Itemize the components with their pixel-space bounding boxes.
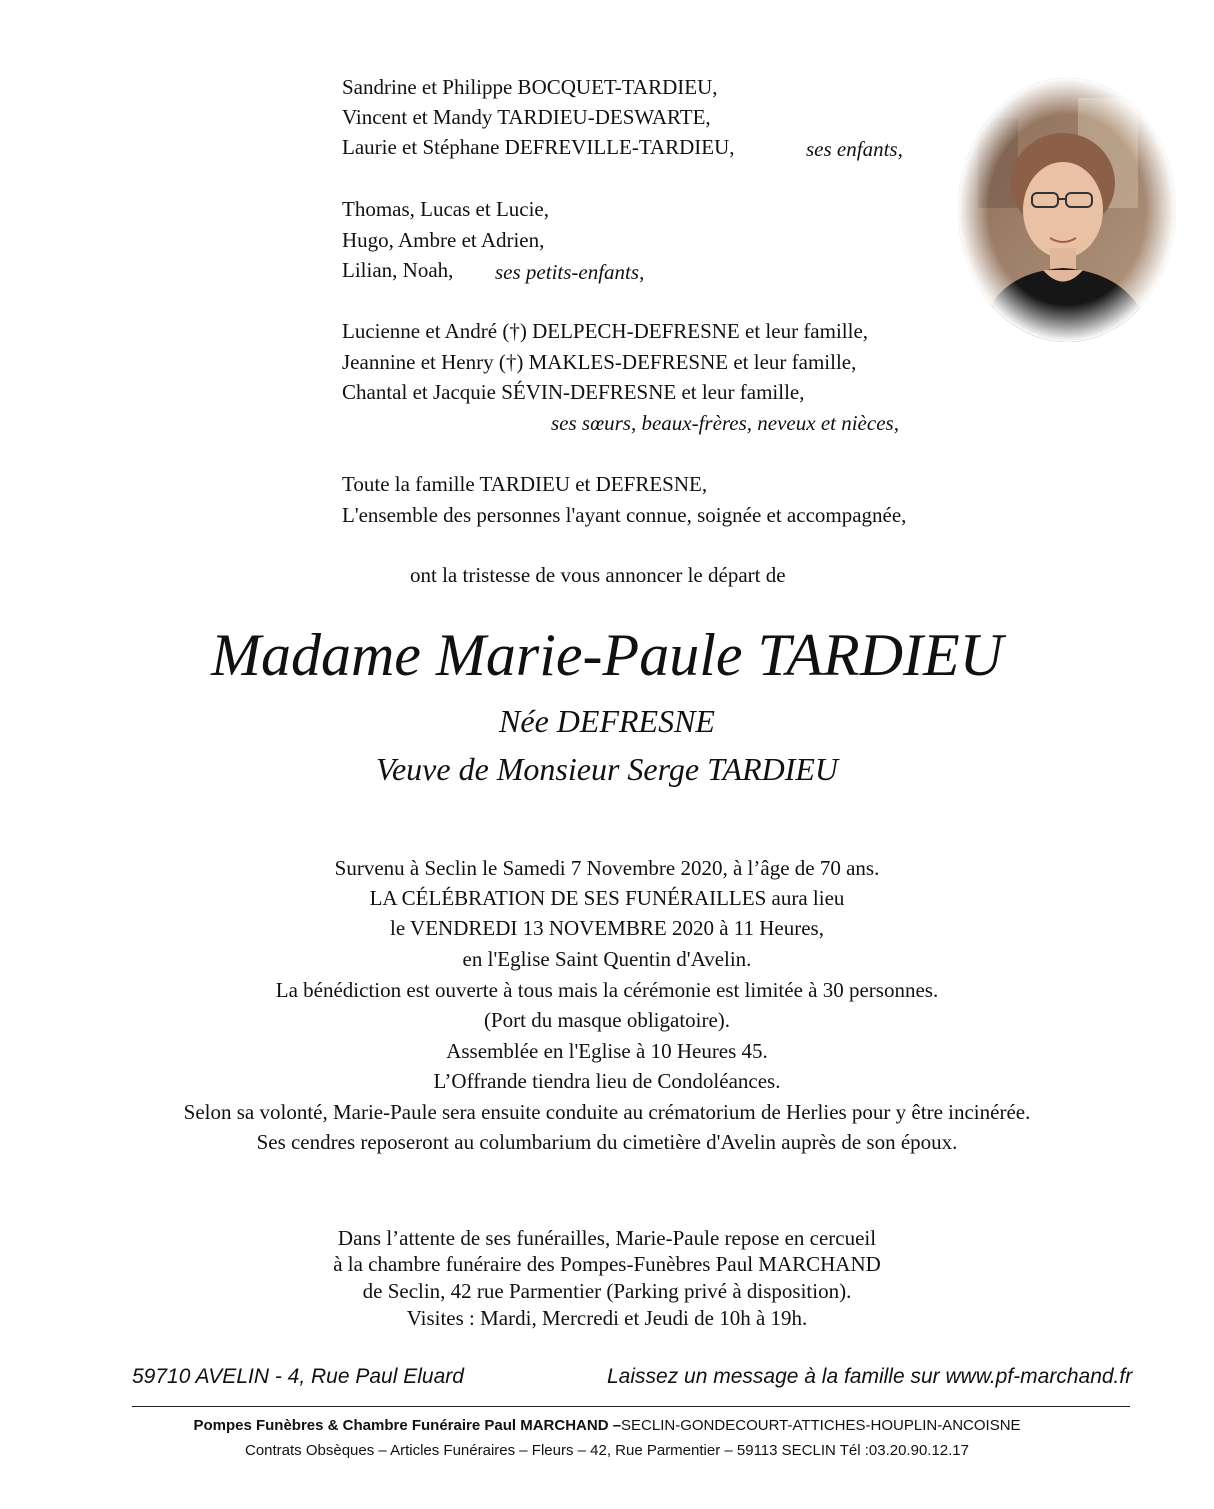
others-line: L'ensemble des personnes l'ayant connue, soignée et accompagnée, [342, 503, 907, 527]
grandchild-line-1: Thomas, Lucas et Lucie, [342, 197, 550, 221]
ceremony-line-7: Assemblée en l'Eglise à 10 Heures 45. [446, 1039, 768, 1063]
birth-name: Née DEFRESNE [499, 703, 715, 739]
ceremony-line-10: Ses cendres reposeront au columbarium du cimetière d'Avelin auprès de son époux. [256, 1130, 958, 1154]
child-line-1: Sandrine et Philippe BOCQUET-TARDIEU, [342, 75, 718, 99]
company-name: Pompes Funèbres & Chambre Funéraire Paul MARCHAND – [193, 1417, 622, 1434]
ceremony-line-9: Selon sa volonté, Marie-Paule sera ensuite conduite au crématorium de Herlies pour y être incinérée. [183, 1100, 1031, 1124]
child-line-3: Laurie et Stéphane DEFREVILLE-TARDIEU, [342, 135, 735, 159]
family-line: Toute la famille TARDIEU et DEFRESNE, [342, 472, 708, 496]
ceremony-line-5: La bénédiction est ouverte à tous mais la cérémonie est limitée à 30 personnes. [275, 978, 939, 1002]
footer-services: Contrats Obsèques – Articles Funéraires – Fleurs – 42, Rue Parmentier – 59113 SECLIN Tél :03.20.90.12.17 [244, 1442, 969, 1459]
footer-divider [132, 1406, 1130, 1407]
footer-company [0, 1415, 1214, 1437]
child-line-2: Vincent et Mandy TARDIEU-DESWARTE, [342, 105, 711, 129]
sibling-line-2: Jeannine et Henry (†) MAKLES-DEFRESNE et leur famille, [342, 350, 857, 374]
sibling-line-1: Lucienne et André (†) DELPECH-DEFRESNE et leur famille, [342, 319, 869, 343]
announce-text: ont la tristesse de vous annoncer le départ de [410, 563, 786, 587]
siblings-label: ses sœurs, beaux-frères, neveux et nièces, [551, 411, 899, 435]
ceremony-line-2: LA CÉLÉBRATION DE SES FUNÉRAILLES aura lieu [369, 886, 845, 910]
ceremony-line-8: L’Offrande tiendra lieu de Condoléances. [433, 1069, 781, 1093]
repose-line-3: de Seclin, 42 rue Parmentier (Parking privé à disposition). [362, 1279, 852, 1303]
repose-line-2: à la chambre funéraire des Pompes-Funèbres Paul MARCHAND [333, 1252, 881, 1276]
grandchild-line-3: Lilian, Noah, [342, 258, 454, 282]
ceremony-line-4: en l'Eglise Saint Quentin d'Avelin. [462, 947, 752, 971]
grandchild-line-2: Hugo, Ambre et Adrien, [342, 228, 545, 252]
footer-address: 59710 AVELIN - 4, Rue Paul Eluard [132, 1365, 464, 1388]
portrait-image [958, 78, 1176, 342]
portrait-photo [958, 78, 1176, 342]
ceremony-line-1: Survenu à Seclin le Samedi 7 Novembre 2020, à l’âge de 70 ans. [334, 856, 880, 880]
children-label: ses enfants, [806, 137, 903, 161]
repose-line-1: Dans l’attente de ses funérailles, Marie-Paule repose en cercueil [337, 1226, 877, 1250]
repose-line-4: Visites : Mardi, Mercredi et Jeudi de 10h à 19h. [406, 1306, 808, 1330]
grandchildren-label: ses petits-enfants, [495, 260, 645, 284]
ceremony-line-3: le VENDREDI 13 NOVEMBRE 2020 à 11 Heures, [390, 916, 824, 940]
deceased-name: Madame Marie-Paule TARDIEU [210, 622, 1003, 688]
widow-of: Veuve de Monsieur Serge TARDIEU [375, 751, 839, 787]
footer-message[interactable]: Laissez un message à la famille sur www.pf-marchand.fr [607, 1365, 1133, 1388]
company-locations: SECLIN-GONDECOURT-ATTICHES-HOUPLIN-ANCOISNE [621, 1417, 1021, 1434]
ceremony-line-6: (Port du masque obligatoire). [483, 1008, 731, 1032]
sibling-line-3: Chantal et Jacquie SÉVIN-DEFRESNE et leur famille, [342, 380, 805, 404]
